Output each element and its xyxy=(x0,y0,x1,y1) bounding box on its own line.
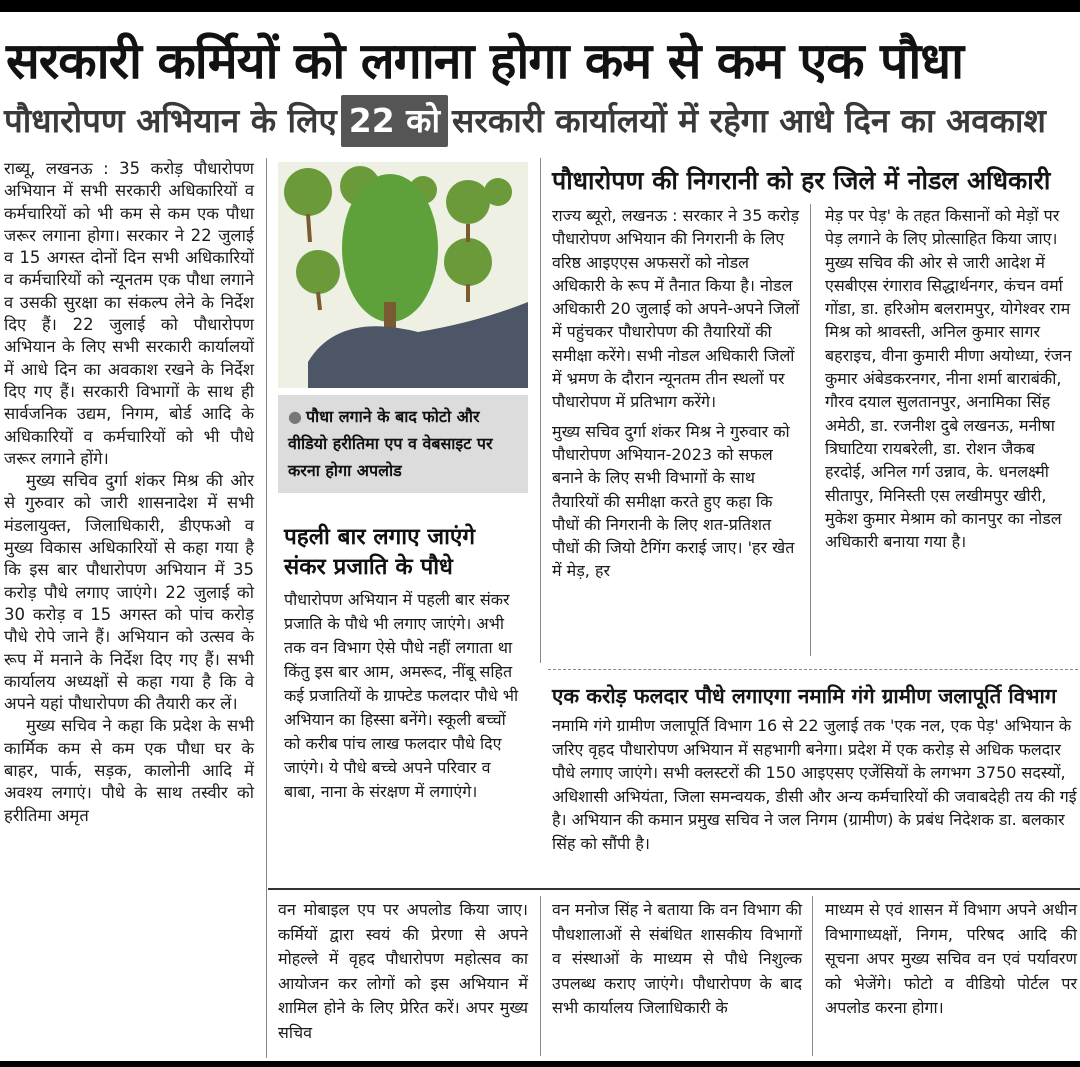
nodal-column-a xyxy=(552,204,800,583)
nodal-paragraph-2: मुख्य सचिव दुर्गा शंकर मिश्र ने गुरुवार को पौधारोपण अभियान-2023 को सफल बनाने के लिए सभी विभागों के साथ तैयारियों की समीक्षा करते हुए कहा कि पौधों की निगरानी के लिए शत-प्रतिशत पौधों की जियो टैगिंग कराई जाए। 'हर खेत में मेड़, हर xyxy=(552,421,795,581)
bottom-column-4: माध्यम से एवं शासन में विभाग अपने अधीन विभागाध्यक्षों, निगम, परिषद आदि की सूचना अपर मुख्य सचिव वन एवं पर्यावरण को भेजेंगे। फोटो व वीडियो पोर्टल पर अपलोड करना होगा। xyxy=(825,900,1077,1017)
top-border xyxy=(0,0,1080,12)
nodal-paragraph-1: राज्य ब्यूरो, लखनऊ : सरकार ने 35 करोड़ पौधारोपण अभियान की निगरानी के लिए वरिष्ठ आइएएस अफसरों को नोडल अधिकारी के रूप में तैनात किया है। नोडल अधिकारी 20 जुलाई को अपने-अपने जिलों में पहुंचकर पौधारोपण की तैयारियों की समीक्षा करेंगे। सभी नोडल अधिकारी जिलों में भ्रमण के दौरान न्यूनतम तीन स्थलों पर पौधारोपण में प्रतिभाग करेंगे। xyxy=(552,206,800,412)
box-headline: पहली बार लगाए जाएंगे संकर प्रजाति के पौधे xyxy=(284,524,476,580)
namami-headline: एक करोड़ फलदार पौधे लगाएगा नमामि गंगे ग्रामीण जलापूर्ति विभाग xyxy=(552,684,1057,708)
nodal-headline: पौधारोपण की निगरानी को हर जिले में नोडल अधिकारी xyxy=(552,166,1051,195)
column-divider xyxy=(540,158,541,663)
bottom-column-2: वन मोबाइल एप पर अपलोड किया जाए। कर्मियों द्वारा स्वयं की प्रेरणा से अपने मोहल्ले में वृहद पौधारोपण महोत्सव का आयोजन कर लोगों को इस अभियान में शामिल होने के लिए प्रेरित करें। अपर मुख्य सचिव xyxy=(278,900,528,1042)
photo-caption xyxy=(278,395,528,493)
column-divider xyxy=(810,204,811,656)
tree-hand-illustration xyxy=(278,162,528,388)
bullet-icon: ● xyxy=(288,407,302,426)
column-divider xyxy=(812,896,813,1056)
column-divider xyxy=(540,896,541,1056)
sub-headline-before: पौधारोपण अभियान के लिए xyxy=(4,101,337,140)
story-paragraph-3: मुख्य सचिव ने कहा कि प्रदेश के सभी कार्मिक कम से कम एक पौधा घर के बाहर, पार्क, सड़क, कालोनी आदि में अवश्य लगाएं। पौधे के साथ तस्वीर को हरीतिमा अमृत xyxy=(4,716,254,825)
sub-headline-after: सरकारी कार्यालयों में रहेगा आधे दिन का अवकाश xyxy=(452,101,1046,140)
bottom-column-3: वन मनोज सिंह ने बताया कि वन विभाग की पौधशालाओं से संबंधित शासकीय विभागों व संस्थाओं के माध्यम से पौधे निशुल्क उपलब्ध कराए जाएंगे। पौधारोपण के बाद सभी कार्यालय जिलाधिकारी के xyxy=(552,900,802,1017)
page-headline: सरकारी कर्मियों को लगाना होगा कम से कम एक पौधा xyxy=(6,32,964,90)
bottom-border xyxy=(0,1061,1080,1067)
story-paragraph-2: मुख्य सचिव दुर्गा शंकर मिश्र की ओर से गुरुवार को जारी शासनादेश में सभी मंडलायुक्त, जिलाधिकारी, डीएफओ व मुख्य विकास अधिकारियों से कहा गया है कि इस बार पौधारोपण अभियान में 35 करोड़ पौधे लगाए जाएंगे। 22 जुलाई को 30 करोड़ व 15 अगस्त को पांच करोड़ पौधे रोपे जाने हैं। अभियान को उत्सव के रूप में मनाने के निर्देश दिए गए हैं। सभी कार्यालय अध्यक्षों से कहा गया है कि वे अपने यहां पौधारोपण की तैयारी कर लें। xyxy=(4,471,254,714)
tree-photo xyxy=(278,162,528,388)
story-paragraph-1: राब्यू, लखनऊ : 35 करोड़ पौधारोपण अभियान में सभी सरकारी अधिकारियों व कर्मचारियों को भी कम से कम एक पौधा जरूर लगाना होगा। सरकार ने 22 जुलाई व 15 अगस्त दोनों दिन सभी अधिकारियों व कर्मचारियों को न्यूनतम एक पौधा लगाने व उसकी सुरक्षा का संकल्प लेने के निर्देश दिए हैं। 22 जुलाई को पौधारोपण अभियान के लिए सभी सरकारी कार्यालयों में आधे दिन का अवकाश रखने के निर्देश दिए गए हैं। सरकारी विभागों के साथ ही सार्वजनिक उद्यम, निगम, बोर्ड आदि के अधिकारियों व कर्मचारियों को भी पौधे जरूर लगाने होंगे। xyxy=(4,159,254,468)
nodal-column-b: मेड़ पर पेड़' के तहत किसानों को मेड़ों पर पेड़ लगाने के लिए प्रोत्साहित किया जाए। मुख्य सचिव की ओर से जारी आदेश में एसबीएस रंगाराव सिद्धार्थनगर, कंचन वर्मा गोंडा, डा. हरिओम बलरामपुर, योगेश्वर राम मिश्र को श्रावस्ती, अनिल कुमार सागर बहराइच, वीना कुमारी मीणा अयोध्या, रंजन कुमार अंबेडकरनगर, नीना शर्मा बाराबंकी, गौरव दयाल सुलतानपुर, अनामिका सिंह अमेठी, डा. रजनीश दुबे लखनऊ, मनीषा त्रिघाटिया रायबरेली, डा. रोशन जैकब हरदोई, अनिल गर्ग उन्नाव, के. धनलक्ष्मी सीतापुर, मिनिस्ती एस लखीमपुर खीरी, मुकेश कुमार मेश्राम को कानपुर का नोडल अधिकारी बनाया गया है। xyxy=(825,206,1072,552)
box-text: पौधारोपण अभियान में पहली बार संकर प्रजाति के पौधे भी लगाए जाएंगे। अभी तक वन विभाग ऐसे पौधे नहीं लगाता था किंतु इस बार आम, अमरूद, नींबू सहित कई प्रजातियों के ग्राफ्टेड फलदार पौधे भी अभियान का हिस्सा बनेंगे। स्कूली बच्चों को करीब पांच लाख फलदार पौधे दिए जाएंगे। ये पौधे बच्चे अपने परिवार व बाबा, नाना के संरक्षण में लगाएंगे। xyxy=(284,590,519,801)
sub-headline xyxy=(4,95,1076,147)
column-main-story xyxy=(4,158,254,827)
photo-caption-text: पौधा लगाने के बाद फोटो और वीडियो हरीतिमा एप व वेबसाइट पर करना होगा अपलोड xyxy=(288,407,493,480)
sub-headline-highlight: 22 को xyxy=(341,95,448,147)
namami-text: नमामि गंगे ग्रामीण जलापूर्ति विभाग 16 से 22 जुलाई तक 'एक नल, एक पेड़' अभियान के जरिए वृहद पौधारोपण अभियान में सहभागी बनेगा। प्रदेश में एक करोड़ से अधिक फलदार पौधे लगाए जाएंगे। सभी क्लस्टरों की 150 आइएसए एजेंसियों के लगभग 3750 सदस्यों, अधिशासी अभियंता, जिला समन्वयक, डीसी और अन्य कर्मचारियों की जवाबदेही तय की गई है। अभियान की कमान प्रमुख सचिव ने जल निगम (ग्रामीण) के प्रबंध निदेशक डा. बलकार सिंह को सौंपी है। xyxy=(552,716,1077,853)
column-divider xyxy=(266,158,267,1058)
bottom-section-divider xyxy=(268,888,1080,890)
section-divider xyxy=(548,669,1078,670)
